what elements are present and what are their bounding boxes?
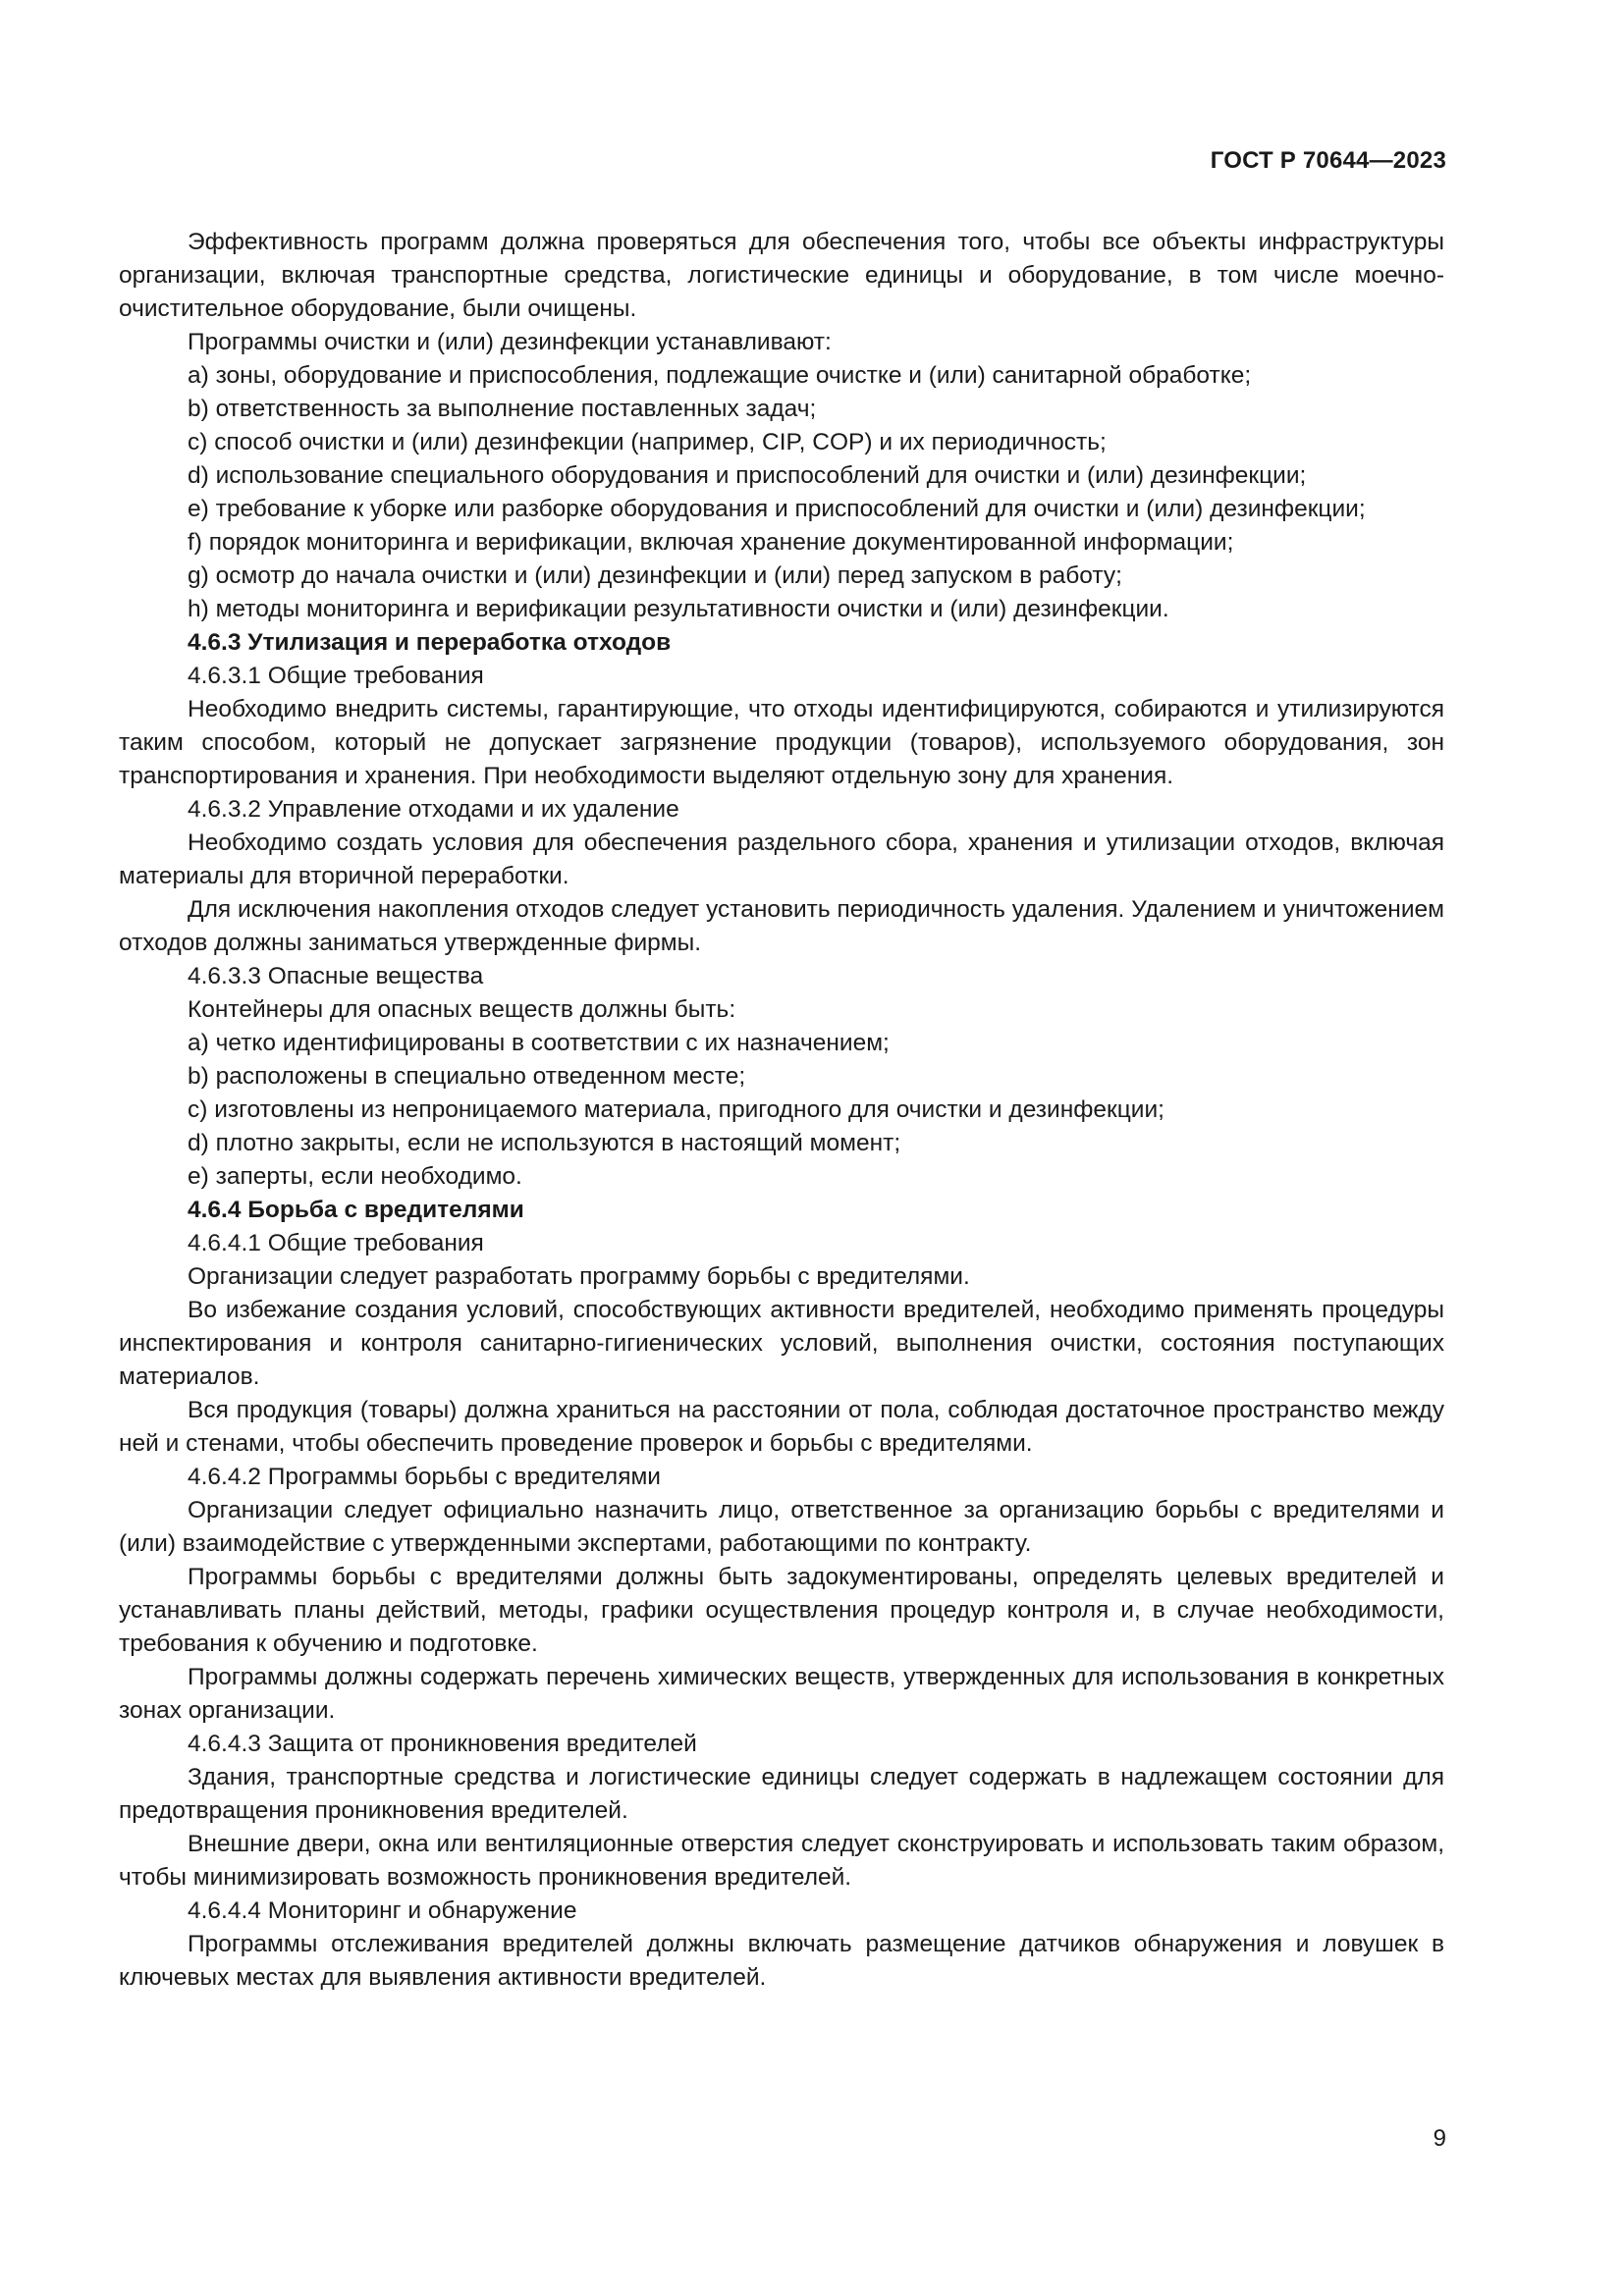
document-header: ГОСТ Р 70644—2023 xyxy=(1210,147,1446,174)
paragraph: Организации следует официально назначить лицо, ответственное за организацию борьбы с вредителями и (или) взаимодействие с утвержденными экспертами, работающими по контракту. xyxy=(119,1497,1444,1557)
paragraph: g) осмотр до начала очистки и (или) дезинфекции и (или) перед запуском в работу; xyxy=(188,562,1122,589)
section-heading: 4.6.3 Утилизация и переработка отходов xyxy=(188,629,672,656)
paragraph: Программы должны содержать перечень химических веществ, утвержденных для использования в конкретных зонах организации. xyxy=(119,1664,1444,1724)
paragraph: f) порядок мониторинга и верификации, включая хранение документированной информации; xyxy=(188,529,1234,556)
section-heading: 4.6.4 Борьба с вредителями xyxy=(188,1197,524,1223)
paragraph: Эффективность программ должна проверяться для обеспечения того, чтобы все объекты инфраструктуры организации, включая транспортные средства, логистические единицы и оборудование, в том числе моечно-очистительное оборудование, были очищены. xyxy=(119,229,1444,322)
paragraph: Организации следует разработать программу борьбы с вредителями. xyxy=(188,1263,970,1290)
paragraph: e) заперты, если необходимо. xyxy=(188,1163,522,1190)
paragraph: d) использование специального оборудования и приспособлений для очистки и (или) дезинфекции; xyxy=(188,462,1307,489)
paragraph: b) ответственность за выполнение поставленных задач; xyxy=(188,396,817,422)
paragraph: 4.6.4.4 Мониторинг и обнаружение xyxy=(188,1897,577,1924)
paragraph: c) изготовлены из непроницаемого материала, пригодного для очистки и дезинфекции; xyxy=(188,1096,1164,1123)
paragraph: e) требование к уборке или разборке оборудования и приспособлений для очистки и (или) дезинфекции; xyxy=(188,496,1366,522)
paragraph: a) зоны, оборудование и приспособления, подлежащие очистке и (или) санитарной обработке; xyxy=(188,362,1252,389)
document-body xyxy=(119,226,1444,1995)
paragraph: a) четко идентифицированы в соответствии с их назначением; xyxy=(188,1030,890,1056)
paragraph: d) плотно закрыты, если не используются в настоящий момент; xyxy=(188,1130,901,1156)
paragraph: Программы борьбы с вредителями должны быть задокументированы, определять целевых вредителей и устанавливать планы действий, методы, графики осуществления процедур контроля и, в случае необходимости, требования к обучению и подготовке. xyxy=(119,1564,1444,1657)
paragraph: Контейнеры для опасных веществ должны быть: xyxy=(188,996,736,1023)
paragraph: 4.6.3.1 Общие требования xyxy=(188,663,484,689)
page-number: 9 xyxy=(1433,2125,1446,2152)
paragraph: b) расположены в специально отведенном месте; xyxy=(188,1063,746,1090)
paragraph: h) методы мониторинга и верификации результативности очистки и (или) дезинфекции. xyxy=(188,596,1169,622)
paragraph: 4.6.3.2 Управление отходами и их удаление xyxy=(188,796,679,823)
paragraph: Вся продукция (товары) должна храниться на расстоянии от пола, соблюдая достаточное пространство между ней и стенами, чтобы обеспечить проведение проверок и борьбы с вредителями. xyxy=(119,1397,1444,1457)
paragraph: Программы очистки и (или) дезинфекции устанавливают: xyxy=(188,329,832,355)
paragraph: 4.6.4.1 Общие требования xyxy=(188,1230,484,1256)
paragraph: Программы отслеживания вредителей должны включать размещение датчиков обнаружения и ловушек в ключевых местах для выявления активности вредителей. xyxy=(119,1931,1444,1991)
paragraph: Необходимо создать условия для обеспечения раздельного сбора, хранения и утилизации отходов, включая материалы для вторичной переработки. xyxy=(119,829,1444,889)
paragraph: Для исключения накопления отходов следует установить периодичность удаления. Удалением и уничтожением отходов должны заниматься утвержденные фирмы. xyxy=(119,896,1444,956)
paragraph: 4.6.4.3 Защита от проникновения вредителей xyxy=(188,1731,697,1757)
paragraph: Внешние двери, окна или вентиляционные отверстия следует сконструировать и использовать таким образом, чтобы минимизировать возможность проникновения вредителей. xyxy=(119,1831,1444,1891)
paragraph: 4.6.3.3 Опасные вещества xyxy=(188,963,484,989)
paragraph: 4.6.4.2 Программы борьбы с вредителями xyxy=(188,1464,661,1490)
paragraph: Необходимо внедрить системы, гарантирующие, что отходы идентифицируются, собираются и утилизируются таким способом, который не допускает загрязнение продукции (товаров), используемого оборудования, зон транспортирования и хранения. При необходимости выделяют отдельную зону для хранения. xyxy=(119,696,1444,789)
paragraph: Здания, транспортные средства и логистические единицы следует содержать в надлежащем состоянии для предотвращения проникновения вредителей. xyxy=(119,1764,1444,1824)
paragraph: Во избежание создания условий, способствующих активности вредителей, необходимо применять процедуры инспектирования и контроля санитарно-гигиенических условий, выполнения очистки, состояния поступающих материалов. xyxy=(119,1297,1444,1390)
paragraph: c) способ очистки и (или) дезинфекции (например, CIP, COP) и их периодичность; xyxy=(188,429,1107,455)
